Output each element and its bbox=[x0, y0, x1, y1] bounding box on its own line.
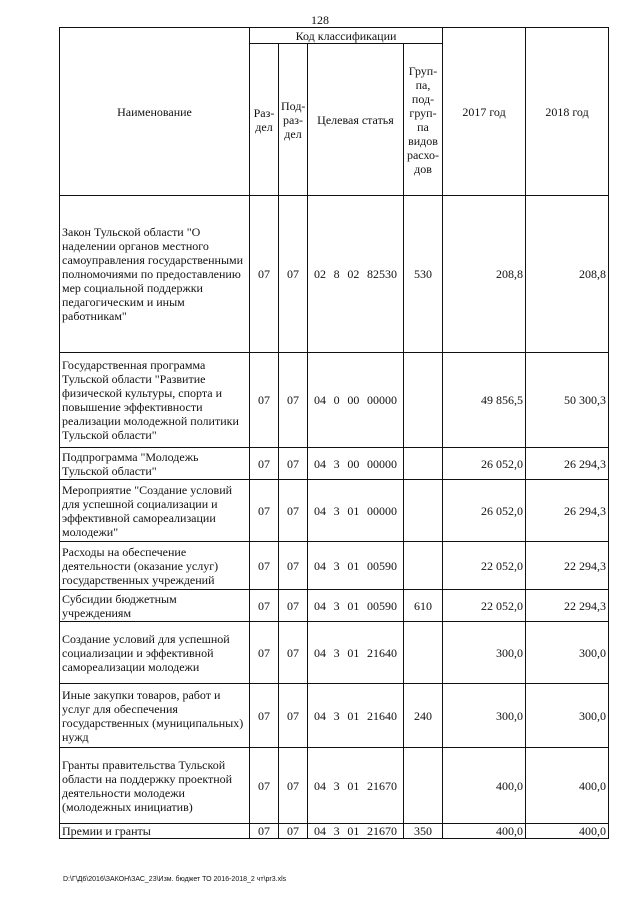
row-subsection: 07 bbox=[279, 622, 308, 684]
row-value-2018: 300,0 bbox=[526, 622, 609, 684]
row-target-article bbox=[308, 748, 404, 824]
target-article-part: 00590 bbox=[366, 598, 397, 613]
row-section: 07 bbox=[250, 448, 279, 480]
row-subsection: 07 bbox=[279, 684, 308, 748]
target-article-part: 3 bbox=[333, 708, 340, 723]
row-value-2018: 400,0 bbox=[526, 748, 609, 824]
table-row bbox=[60, 196, 609, 353]
target-article-part: 04 bbox=[314, 598, 326, 613]
row-expense-group: 530 bbox=[404, 196, 443, 353]
row-name: Расходы на обеспечение деятельности (оказание услуг) государственных учреждений bbox=[60, 542, 250, 590]
target-article-part: 21640 bbox=[366, 708, 397, 723]
target-article-part: 3 bbox=[333, 558, 340, 573]
row-subsection: 07 bbox=[279, 824, 308, 839]
row-value-2017: 400,0 bbox=[443, 824, 526, 839]
row-value-2017: 400,0 bbox=[443, 748, 526, 824]
row-name: Субсидии бюджетным учреждениям bbox=[60, 590, 250, 622]
row-value-2018: 22 294,3 bbox=[526, 590, 609, 622]
row-value-2018: 300,0 bbox=[526, 684, 609, 748]
row-expense-group bbox=[404, 748, 443, 824]
row-expense-group: 350 bbox=[404, 824, 443, 839]
row-target-article bbox=[308, 353, 404, 448]
row-target-article bbox=[308, 448, 404, 480]
row-name: Гранты правительства Тульской области на поддержку проектной деятельности молодежи (молодежных инициатив) bbox=[60, 748, 250, 824]
target-article-part: 02 bbox=[314, 267, 326, 281]
target-article-part: 82530 bbox=[366, 267, 397, 281]
target-article-part: 00 bbox=[347, 393, 360, 407]
row-subsection: 07 bbox=[279, 590, 308, 622]
target-article-part: 01 bbox=[347, 708, 360, 723]
target-article-part: 21640 bbox=[366, 645, 397, 660]
row-name: Премии и гранты bbox=[60, 824, 250, 839]
target-article-part: 01 bbox=[347, 503, 360, 518]
row-subsection: 07 bbox=[279, 542, 308, 590]
row-value-2017: 26 052,0 bbox=[443, 448, 526, 480]
header-expense-group: Груп- па, под- груп- па видов расхо- дов bbox=[404, 44, 443, 196]
row-value-2018: 26 294,3 bbox=[526, 480, 609, 542]
row-target-article bbox=[308, 824, 404, 839]
table-row bbox=[60, 622, 609, 684]
row-section: 07 bbox=[250, 353, 279, 448]
row-target-article bbox=[308, 196, 404, 353]
row-value-2018: 208,8 bbox=[526, 196, 609, 353]
header-code-group: Код классификации bbox=[250, 28, 443, 44]
target-article-part: 04 bbox=[314, 503, 326, 518]
header-year-2017: 2017 год bbox=[443, 28, 526, 196]
target-article-part: 3 bbox=[333, 456, 340, 471]
row-value-2018: 400,0 bbox=[526, 824, 609, 839]
row-value-2017: 49 856,5 bbox=[443, 353, 526, 448]
row-expense-group bbox=[404, 542, 443, 590]
target-article-part: 8 bbox=[333, 267, 340, 281]
row-value-2017: 22 052,0 bbox=[443, 590, 526, 622]
target-article-part: 00000 bbox=[366, 456, 397, 471]
row-value-2018: 22 294,3 bbox=[526, 542, 609, 590]
table-row bbox=[60, 480, 609, 542]
target-article-part: 3 bbox=[333, 645, 340, 660]
target-article-part: 00000 bbox=[366, 503, 397, 518]
row-target-article bbox=[308, 622, 404, 684]
row-subsection: 07 bbox=[279, 480, 308, 542]
target-article-part: 3 bbox=[333, 824, 340, 838]
target-article-part: 3 bbox=[333, 598, 340, 613]
row-subsection: 07 bbox=[279, 448, 308, 480]
page-number: 128 bbox=[311, 13, 329, 27]
row-value-2017: 208,8 bbox=[443, 196, 526, 353]
row-target-article bbox=[308, 480, 404, 542]
row-name: Иные закупки товаров, работ и услуг для обеспечения государственных (муниципальных) нужд bbox=[60, 684, 250, 748]
target-article-part: 04 bbox=[314, 824, 326, 838]
row-section: 07 bbox=[250, 824, 279, 839]
target-article-part: 01 bbox=[347, 824, 360, 838]
row-name: Мероприятие "Создание условий для успешной социализации и эффективной самореализации молодежи" bbox=[60, 480, 250, 542]
row-name: Подпрограмма "Молодежь Тульской области" bbox=[60, 448, 250, 480]
row-expense-group: 610 bbox=[404, 590, 443, 622]
row-section: 07 bbox=[250, 196, 279, 353]
target-article-part: 3 bbox=[333, 778, 340, 793]
row-subsection: 07 bbox=[279, 748, 308, 824]
target-article-part: 04 bbox=[314, 393, 326, 407]
target-article-part: 01 bbox=[347, 645, 360, 660]
row-section: 07 bbox=[250, 622, 279, 684]
table-row bbox=[60, 824, 609, 839]
header-year-2018: 2018 год bbox=[526, 28, 609, 196]
row-section: 07 bbox=[250, 590, 279, 622]
row-subsection: 07 bbox=[279, 353, 308, 448]
header-section: Раз- дел bbox=[250, 44, 279, 196]
target-article-part: 00590 bbox=[366, 558, 397, 573]
row-expense-group bbox=[404, 622, 443, 684]
row-expense-group bbox=[404, 448, 443, 480]
row-value-2018: 50 300,3 bbox=[526, 353, 609, 448]
row-value-2017: 300,0 bbox=[443, 622, 526, 684]
target-article-part: 04 bbox=[314, 456, 326, 471]
table-row bbox=[60, 448, 609, 480]
table-row bbox=[60, 353, 609, 448]
target-article-part: 00 bbox=[347, 456, 360, 471]
row-target-article bbox=[308, 590, 404, 622]
row-value-2017: 26 052,0 bbox=[443, 480, 526, 542]
row-section: 07 bbox=[250, 480, 279, 542]
table-row bbox=[60, 748, 609, 824]
row-name: Закон Тульской области "О наделении органов местного самоуправления государственными полномочиями по предоставлению мер социальной поддержки педагогическим и иным работникам" bbox=[60, 196, 250, 353]
row-value-2018: 26 294,3 bbox=[526, 448, 609, 480]
row-name: Создание условий для успешной социализации и эффективной самореализации молодежи bbox=[60, 622, 250, 684]
target-article-part: 01 bbox=[347, 558, 360, 573]
row-value-2017: 22 052,0 bbox=[443, 542, 526, 590]
target-article-part: 21670 bbox=[366, 778, 397, 793]
header-subsection: Под- раз- дел bbox=[279, 44, 308, 196]
row-target-article bbox=[308, 542, 404, 590]
target-article-part: 04 bbox=[314, 708, 326, 723]
target-article-part: 21670 bbox=[366, 824, 397, 838]
target-article-part: 04 bbox=[314, 778, 326, 793]
row-target-article bbox=[308, 684, 404, 748]
row-section: 07 bbox=[250, 748, 279, 824]
table-row bbox=[60, 684, 609, 748]
row-expense-group bbox=[404, 353, 443, 448]
header-name: Наименование bbox=[60, 28, 250, 196]
file-path-footer: D:\Г\Д6\2016\ЗАКОН\ЗАС_23\Изм. бюджет ТО 2016-2018_2 чт\pr3.xls bbox=[63, 876, 287, 883]
target-article-part: 00000 bbox=[366, 393, 397, 407]
header-target-article: Целевая статья bbox=[308, 44, 404, 196]
table-row bbox=[60, 542, 609, 590]
target-article-part: 0 bbox=[333, 393, 340, 407]
budget-table bbox=[59, 27, 609, 839]
target-article-part: 04 bbox=[314, 645, 326, 660]
row-expense-group: 240 bbox=[404, 684, 443, 748]
row-section: 07 bbox=[250, 684, 279, 748]
target-article-part: 01 bbox=[347, 598, 360, 613]
table-row bbox=[60, 590, 609, 622]
row-value-2017: 300,0 bbox=[443, 684, 526, 748]
target-article-part: 02 bbox=[347, 267, 360, 281]
row-subsection: 07 bbox=[279, 196, 308, 353]
row-name: Государственная программа Тульской области "Развитие физической культуры, спорта и повышение эффективности реализации молодежной политики Тульской области" bbox=[60, 353, 250, 448]
row-section: 07 bbox=[250, 542, 279, 590]
target-article-part: 04 bbox=[314, 558, 326, 573]
target-article-part: 01 bbox=[347, 778, 360, 793]
target-article-part: 3 bbox=[333, 503, 340, 518]
row-expense-group bbox=[404, 480, 443, 542]
